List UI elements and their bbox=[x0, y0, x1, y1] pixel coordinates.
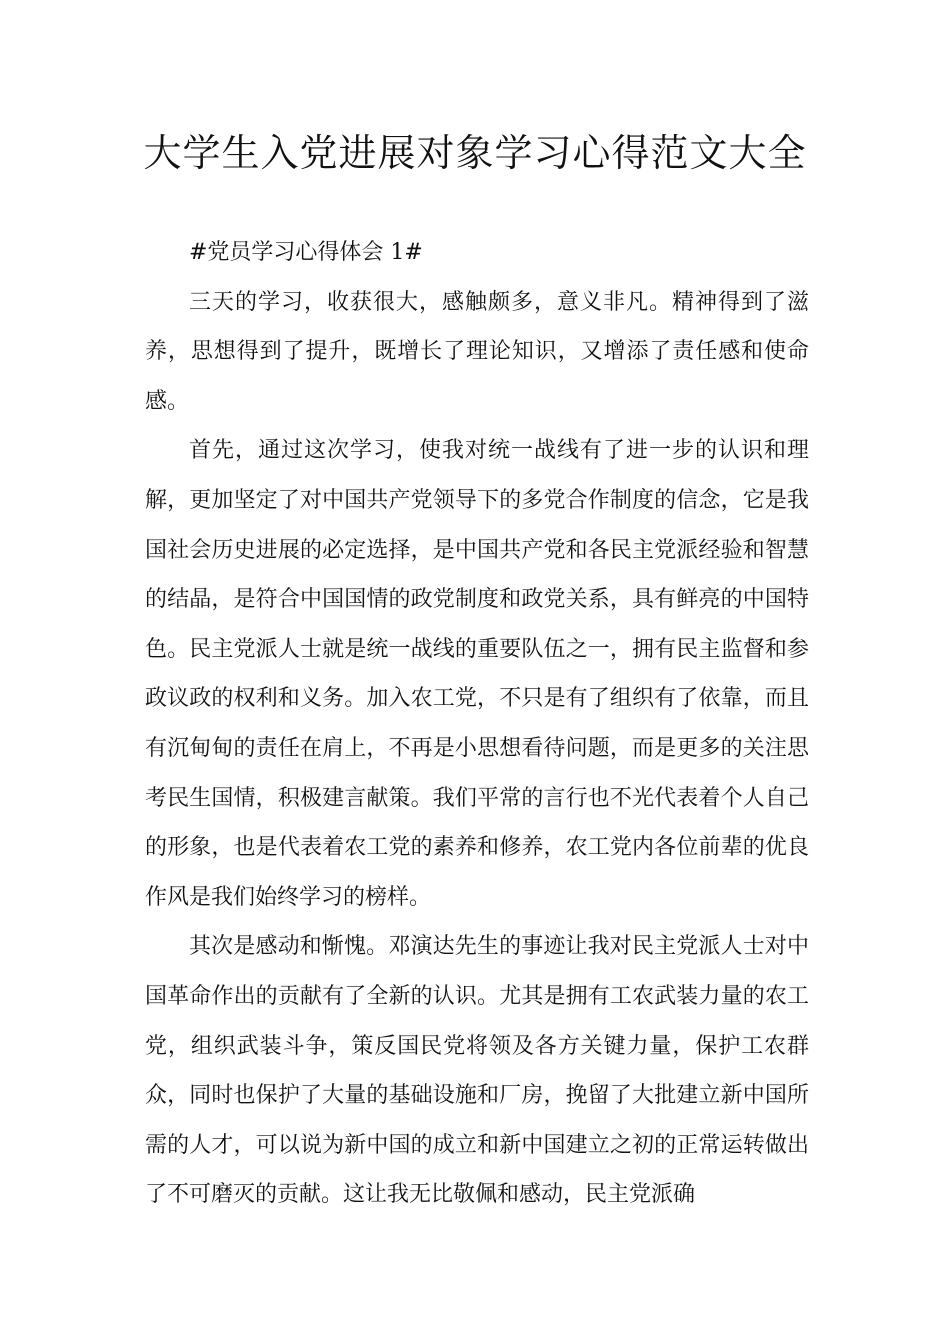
paragraph-3: 其次是感动和惭愧。邓演达先生的事迹让我对民主党派人士对中国革命作出的贡献有了全新的认识。尤其是拥有工农武装力量的农工党，组织武装斗争，策反国民党将领及各方关键力量，保护工农群众，同时也保护了大量的基础设施和厂房，挽留了大批建立新中国所需的人才，可以说为新中国的成立和新中国建立之初的正常运转做出了不可磨灭的贡献。这让我无比敬佩和感动，民主党派确 bbox=[145, 934, 809, 1208]
document-title: 大学生入党进展对象学习心得范文大全 bbox=[143, 131, 807, 175]
paragraph-1: 三天的学习，收获很大，感触颇多，意义非凡。精神得到了滋养，思想得到了提升，既增长了理论知识，又增添了责任感和使命感。 bbox=[145, 289, 809, 414]
paragraph-2: 首先，通过这次学习，使我对统一战线有了进一步的认识和理解，更加坚定了对中国共产党领导下的多党合作制度的信念，它是我国社会历史进展的必定选择，是中国共产党和各民主党派经验和智慧的结晶，是符合中国国情的政党制度和政党关系，具有鲜亮的中国特色。民主党派人士就是统一战线的重要队伍之一，拥有民主监督和参政议政的权利和义务。加入农工党，不只是有了组织有了依靠，而且有沉甸甸的责任在肩上，不再是小思想看待问题，而是更多的关注思考民生国情，积极建言献策。我们平常的言行也不光代表着个人自己的形象，也是代表着农工党的素养和修养，农工党内各位前辈的优良作风是我们始终学习的榜样。 bbox=[145, 438, 809, 910]
section-heading: #党员学习心得体会 1# bbox=[189, 240, 423, 265]
document-body bbox=[145, 228, 809, 1220]
